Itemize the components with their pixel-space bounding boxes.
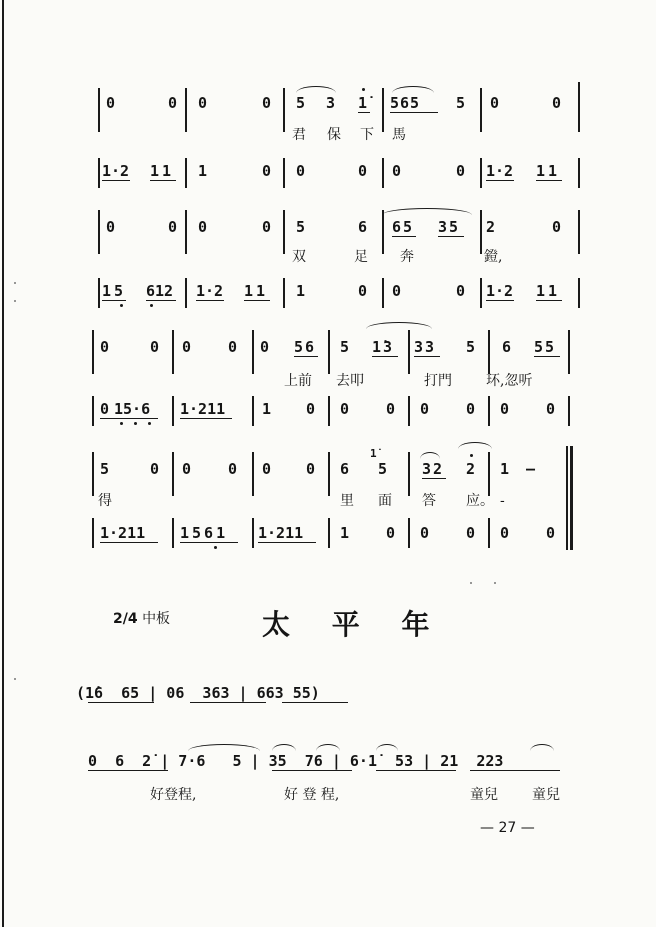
note: 15 [102,282,127,300]
print-speck [14,678,16,680]
barline [480,158,482,188]
note: 0 [500,524,510,542]
binding-edge [2,0,4,927]
note: 0 [392,162,402,180]
lyric: 去叩 [336,373,364,389]
octave-dot [150,304,153,307]
barline [92,452,94,496]
note: 11 [536,162,561,180]
note: 0 [182,460,192,478]
note: 0 [106,94,116,112]
barline [568,330,570,374]
note: 35 [438,218,461,236]
underline [88,770,168,771]
note: 0 [420,524,430,542]
note: 32 [422,460,445,478]
page-number: — 27 — [480,820,535,836]
barline [283,278,285,308]
lyric: 上前 [284,373,312,389]
barline [578,210,580,254]
note: 0 [392,282,402,300]
underline [536,180,562,181]
slur [530,744,554,751]
octave-dot [470,454,473,457]
barline [252,452,254,496]
lyric: 童兒 [470,787,498,803]
note: — [526,460,536,478]
note: 0 [198,94,208,112]
note: 5 [466,338,476,356]
note: 6 [358,218,368,236]
underline [392,236,416,237]
underline [180,418,232,419]
melody-line: 0 6 2̇ | 7·6 5 | 35 76 | 6·1̇ 53 | 21 223 [88,752,504,770]
lyric: 童兒 [532,787,560,803]
note: 0 [386,524,396,542]
note: 1·2 [486,162,514,180]
note: 11 [244,282,269,300]
underline [146,300,176,301]
underline [470,770,560,771]
barline [578,158,580,188]
note: 0 [358,282,368,300]
barline [382,210,384,254]
underline [272,770,352,771]
octave-dot [120,304,123,307]
note: 1 [500,460,510,478]
barline [98,158,100,188]
underline [422,478,446,479]
underline [358,112,370,113]
barline [328,330,330,374]
note: 0 [198,218,208,236]
barline [172,518,174,548]
note: 1·211 [180,400,226,418]
note: 0 [168,218,178,236]
barline [92,518,94,548]
note: 15·6 [114,400,151,418]
lyric: 面 [378,493,392,509]
note: 1̇3 [372,338,395,356]
note: 0 [358,162,368,180]
note: 6 [340,460,350,478]
barline [92,396,94,426]
slur [376,744,398,751]
barline [283,88,285,132]
note: 0 [296,162,306,180]
barline [480,88,482,132]
barline [328,452,330,496]
note: 1561 [180,524,229,542]
underline [486,180,514,181]
barline [252,518,254,548]
octave-dot [362,88,365,91]
note: 565 [390,94,421,112]
barline [408,330,410,374]
underline [438,236,464,237]
octave-dot [120,422,123,425]
note: 5 [340,338,350,356]
intro-line: (1̇6 65 | 06 363 | 663 55) [76,684,320,702]
print-speck [494,582,496,584]
slur [316,744,340,751]
lyric: 奔 [400,249,414,265]
barline [185,158,187,188]
note: 2 [486,218,496,236]
lyric: 里 [340,493,354,509]
barline [408,396,410,426]
note: 0 [100,400,110,418]
tempo-marking [113,608,170,628]
underline [390,112,438,113]
barline [480,278,482,308]
note: 1·2 [196,282,224,300]
underline [190,702,266,703]
underline [102,180,130,181]
lyric: 君 [292,127,306,143]
barline [408,518,410,548]
note: 1 [296,282,306,300]
slur [272,744,296,751]
print-speck [14,282,16,284]
lyric: 保 [327,127,341,143]
underline [282,702,348,703]
note: 0 [490,94,500,112]
note: 0 [552,94,562,112]
note: 0 [228,460,238,478]
octave-dot [134,422,137,425]
note: 33 [414,338,437,356]
note: 1·2 [102,162,130,180]
lyric: 答 [422,493,436,509]
note: 56 [294,338,317,356]
final-barline [566,446,568,550]
lyric: 应。 [466,493,494,509]
note: 55 [534,338,557,356]
note: 612 [146,282,174,300]
slur [382,208,472,215]
note: 0 [262,94,272,112]
barline [98,210,100,254]
note: 1̇ [358,94,368,112]
underline [102,300,126,301]
lyric: 好登程, [150,787,197,803]
underline [150,180,176,181]
note: 0 [262,162,272,180]
barline [98,88,100,132]
slur [296,86,336,93]
note: 1·211 [100,524,146,542]
barline [408,452,410,496]
note: 0 [340,400,350,418]
barline [488,330,490,374]
lyric: 足 [354,249,368,265]
lyric: 环,忽听 [486,373,533,389]
underline [376,770,456,771]
underline [244,300,270,301]
barline [185,278,187,308]
note: 0 [228,338,238,356]
print-speck [470,582,472,584]
barline [382,88,384,132]
underline [534,356,560,357]
lyric: 下 [360,127,374,143]
note: 0 [546,400,556,418]
lyric: 打門 [424,373,452,389]
lyric: 得 [98,493,112,509]
note: 65 [392,218,415,236]
piece-title: 太 平 年 [262,608,446,641]
underline [536,300,562,301]
note: 0 [150,460,160,478]
note: 0 [306,460,316,478]
note: 5 [296,218,306,236]
barline [98,278,100,308]
note: 0 [150,338,160,356]
barline [382,158,384,188]
barline [480,210,482,254]
note: 0 [106,218,116,236]
barline [578,82,580,132]
slur [420,452,440,459]
note: 1·2 [486,282,514,300]
note: 0 [306,400,316,418]
time-signature: 2/4 [113,611,138,627]
underline [258,542,316,543]
note: 0 [262,218,272,236]
note: 2 [466,460,476,478]
barline [488,396,490,426]
underline [88,702,154,703]
lyric: 双 [292,249,306,265]
note: 1·211 [258,524,304,542]
lyric: - [500,493,505,509]
final-barline-thick [570,446,573,550]
barline [172,330,174,374]
lyric: 馬 [392,127,406,143]
note: 0 [466,524,476,542]
barline [92,330,94,374]
underline [294,356,318,357]
note: 0 [168,94,178,112]
barline [568,396,570,426]
underline [372,356,398,357]
underline [486,300,514,301]
note: 0 [500,400,510,418]
barline [382,278,384,308]
barline [185,88,187,132]
note: 6 [502,338,512,356]
barline [283,210,285,254]
barline [488,452,490,496]
barline [172,396,174,426]
tempo-text: 中板 [142,611,171,627]
note: 5 [378,460,388,478]
note: 0 [420,400,430,418]
note: 11 [150,162,175,180]
slur [392,86,434,93]
barline [328,396,330,426]
note: 0 [260,338,270,356]
note: 0 [456,282,466,300]
barline [578,278,580,308]
barline [488,518,490,548]
octave-dot [214,546,217,549]
note: 1 [340,524,350,542]
note: 0 [386,400,396,418]
slur [188,744,260,751]
note: 5 [456,94,466,112]
lyric: 鐙, [484,249,503,265]
note: 0 [466,400,476,418]
note: 3 [326,94,336,112]
note: 11 [536,282,561,300]
note: 0 [546,524,556,542]
note: 0 [262,460,272,478]
slur [366,322,432,329]
note: 0 [182,338,192,356]
lyric: 好 登 程, [284,787,340,803]
note: 5 [296,94,306,112]
octave-dot [148,422,151,425]
underline [100,418,158,419]
note: 5 [100,460,110,478]
barline [283,158,285,188]
slur [458,442,492,449]
barline [328,518,330,548]
note: 0 [552,218,562,236]
underline [180,542,238,543]
print-speck [14,300,16,302]
barline [252,396,254,426]
barline [252,330,254,374]
barline [172,452,174,496]
underline [196,300,224,301]
barline [185,210,187,254]
underline [414,356,440,357]
note: 1 [198,162,208,180]
grace-note: 1̇ [370,447,377,460]
note: 0 [456,162,466,180]
underline [100,542,158,543]
note: 0 [100,338,110,356]
note: 1 [262,400,272,418]
